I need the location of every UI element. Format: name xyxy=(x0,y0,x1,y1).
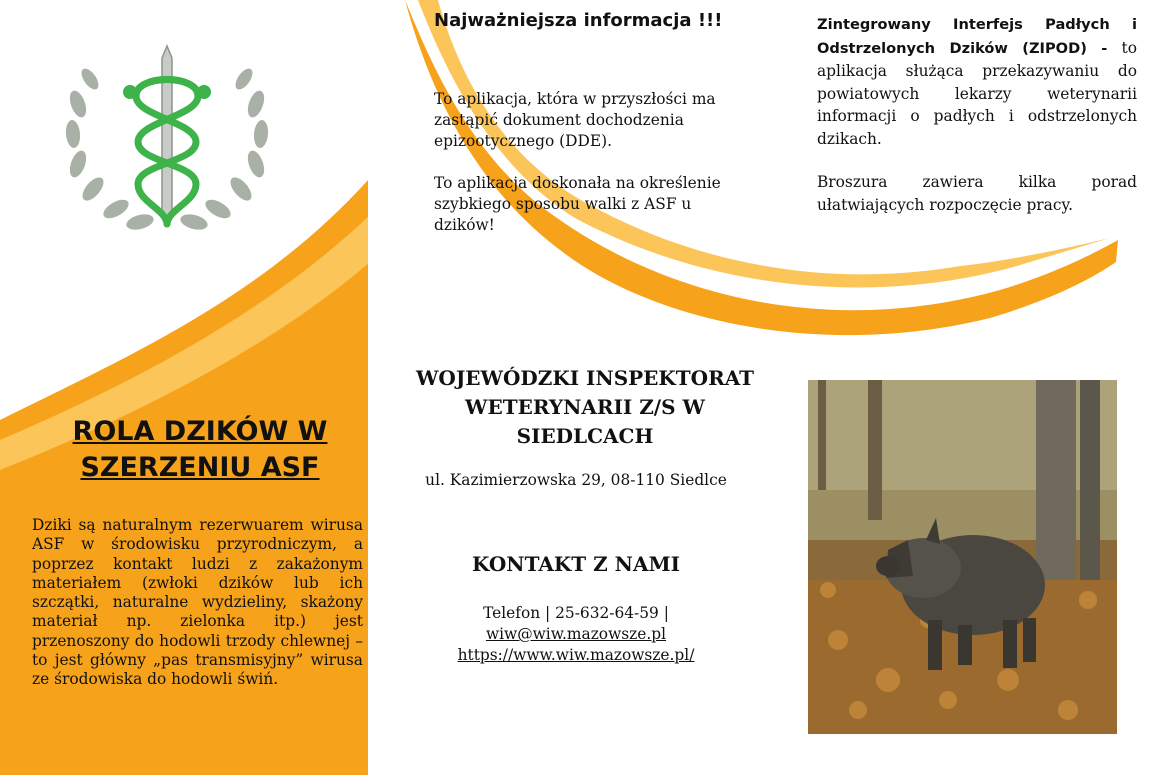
important-info-title: Najważniejsza informacja !!! xyxy=(434,10,723,31)
caduceus-laurel-icon xyxy=(58,34,276,234)
zipod-description xyxy=(817,13,1137,150)
office-name-line1: WOJEWÓDZKI INSPEKTORAT xyxy=(415,366,755,390)
info-paragraph-1: To aplikacja, która w przyszłości ma zastąpić dokument dochodzenia epizootycznego (DDE). xyxy=(434,90,716,150)
zipod-name: Zintegrowany Interfejs Padłych i Odstrzelonych Dzików (ZIPOD) - xyxy=(817,16,1137,57)
contact-website-link[interactable]: https://www.wiw.mazowsze.pl/ xyxy=(457,646,695,664)
office-name-line3: SIEDLCACH xyxy=(516,424,654,448)
rola-body-text: Dziki są naturalnym rezerwuarem wirusa ASF w środowisku przyrodniczym, a poprzez kontakt ludzi z zakażonym materiałem (zwłoki dzików lub ich szczątki, naturalne wydzieliny, skażony materiał np. zielonka itp.) jest przenoszony do hodowli trzody chlewnej – to jest główny „pas transmisyjny” wirusa ze środowiska do hodowli świń. xyxy=(32,516,363,689)
info-paragraph-2: To aplikacja doskonała na określenie szybkiego sposobu walki z ASF u dzików! xyxy=(434,174,721,234)
office-name-line2: WETERYNARII Z/S W xyxy=(465,395,705,419)
zipod-description-rest: to aplikacja służąca przekazywaniu do powiatowych lekarzy weterynarii informacji o padłych i odstrzelonych dzikach. xyxy=(817,38,1138,148)
contact-heading: KONTAKT Z NAMI xyxy=(472,552,680,576)
rola-title-line1: ROLA DZIKÓW W xyxy=(72,416,328,447)
brochure-note: Broszura zawiera kilka porad ułatwiających rozpoczęcie pracy. xyxy=(817,173,1137,214)
rola-title-line2: SZERZENIU ASF xyxy=(80,452,320,483)
contact-phone: Telefon | 25-632-64-59 | xyxy=(483,604,669,622)
contact-block xyxy=(400,603,752,666)
wild-boar-photo-icon xyxy=(808,380,1117,734)
office-name xyxy=(400,364,770,451)
office-address: ul. Kazimierzowska 29, 08-110 Siedlce xyxy=(425,471,727,489)
contact-email-link[interactable]: wiw@wiw.mazowsze.pl xyxy=(485,625,667,643)
rola-title xyxy=(40,414,360,486)
